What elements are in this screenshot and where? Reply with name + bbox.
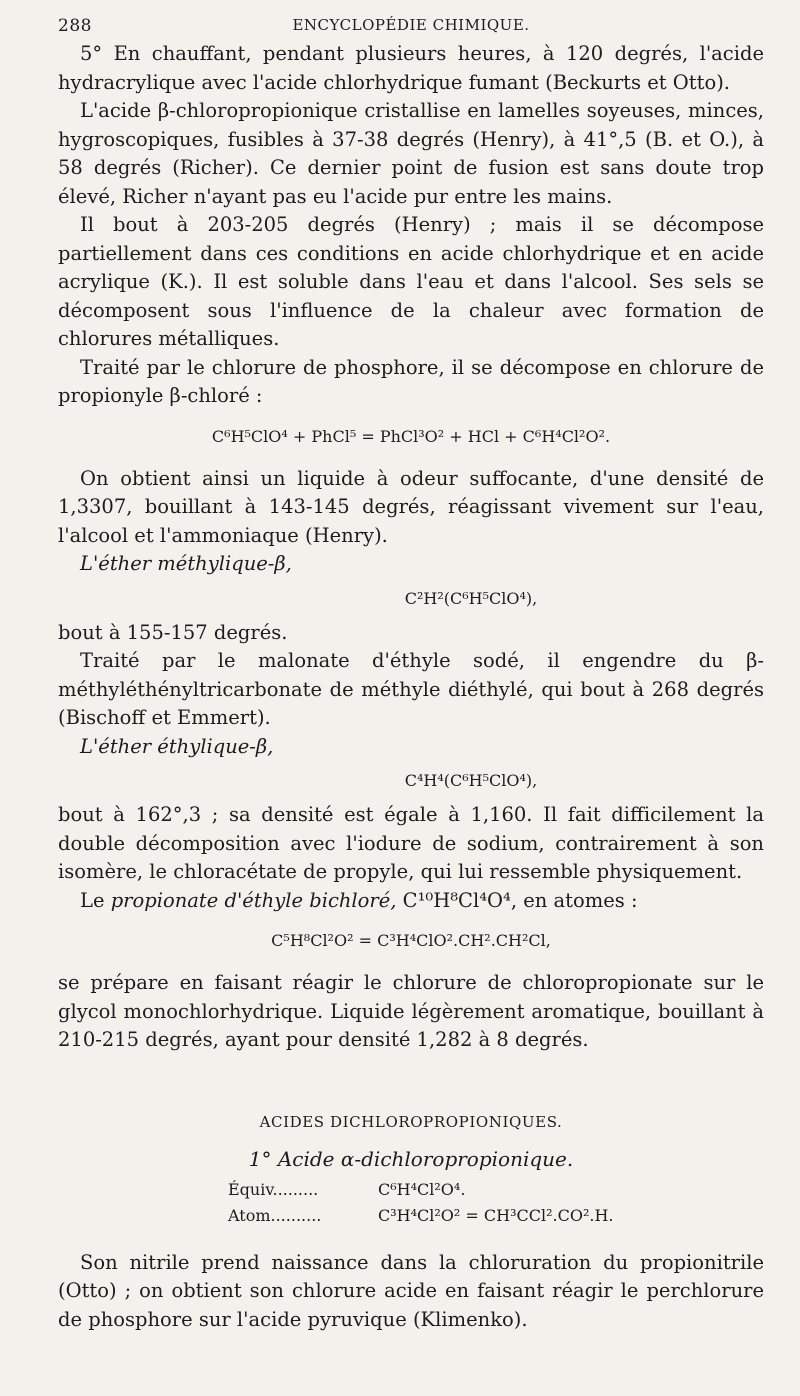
ether-ethylique-label: L'éther éthylique-β,: [80, 734, 274, 758]
paragraph-12: se prépare en faisant réagir le chlorure de chloropropionate sur le glycol monochlorhydrique. Liquide légèrement aromatique, bouillant à 210-215 degrés, ayant pour densité 1,282 à 8 degrés.: [58, 971, 764, 1051]
ether-methylique-label: L'éther méthylique-β,: [80, 552, 292, 575]
page-number: 288: [58, 16, 92, 36]
p11-prefix: Le: [80, 888, 111, 912]
formula-1: C⁶H⁵ClO⁴ + PhCl⁵ = PhCl³O² + HCl + C⁶H⁴Cl²O².: [211, 426, 611, 446]
paragraph-5: On obtient ainsi un liquide à odeur suffocante, d'une densité de 1,3307, bouillant à 143-145 degrés, réagissant vivement sur l'eau, l'alcool et l'ammoniaque (Henry).: [58, 466, 764, 547]
paragraph-3: Il bout à 203-205 degrés (Henry) ; mais il se décompose partiellement dans ces conditions en acide chlorhydrique et en acide acrylique (K.). Il est soluble dans l'eau et dans l'alcool. Ses sels se décomposent sous l'influence de la chaleur avec formation de chlorures métalliques.: [58, 213, 764, 350]
paragraph-1: 5° En chauffant, pendant plusieurs heures, à 120 degrés, l'acide hydracrylique avec l'acide chlorhydrique fumant (Beckurts et Otto).: [58, 42, 764, 94]
equiv-label: Équiv.........: [228, 1179, 319, 1199]
formula-4: C⁵H⁸Cl²O² = C³H⁴ClO².CH².CH²Cl,: [271, 931, 551, 950]
equiv-value: C⁶H⁴Cl²O⁴.: [378, 1179, 466, 1199]
formula-2: C²H²(C⁶H⁵ClO⁴),: [404, 588, 538, 608]
page-header: [58, 12, 764, 40]
running-title: ENCYCLOPÉDIE CHIMIQUE.: [292, 16, 530, 34]
paragraph-13: Son nitrile prend naissance dans la chloruration du propionitrile (Otto) ; on obtient son chlorure acide en faisant réagir le perchlorure de phosphore sur l'acide pyruvique (Klimenko).: [58, 1250, 764, 1331]
formula-3: C⁴H⁴(C⁶H⁵ClO⁴),: [404, 771, 538, 790]
atom-label: Atom..........: [228, 1205, 322, 1225]
paragraph-10: bout à 162°,3 ; sa densité est égale à 1,160. Il fait difficilement la double décomposition avec l'iodure de sodium, contrairement à son isomère, le chloracétate de propyle, qui lui ressemble physiquement.: [58, 803, 764, 883]
paragraph-4: Traité par le chlorure de phosphore, il se décompose en chlorure de propionyle β-chloré :: [58, 355, 764, 407]
paragraph-2: L'acide β-chloropropionique cristallise en lamelles soyeuses, minces, hygroscopiques, fusibles à 37-38 degrés (Henry), à 41°,5 (B. et O.), à 58 degrés (Richer). Ce dernier point de fusion est sans doute trop élevé, Richer n'ayant pas eu l'acide pur entre les mains.: [58, 99, 764, 208]
propionate-label: propionate d'éthyle bichloré,: [110, 888, 397, 912]
atom-row: [58, 1203, 764, 1229]
paragraph-8: Traité par le malonate d'éthyle sodé, il engendre du β-méthyléthényltricarbonate de méthyle diéthylé, qui bout à 268 degrés (Bischoff et Emmert).: [58, 649, 764, 729]
section-title: ACIDES DICHLOROPROPIONIQUES.: [259, 1112, 563, 1131]
p11-suffix: C¹⁰H⁸Cl⁴O⁴, en atomes :: [396, 888, 638, 912]
paragraph-9: [58, 733, 764, 762]
atom-value: C³H⁴Cl²O² = CH³CCl².CO².H.: [378, 1205, 614, 1225]
equiv-row: [58, 1177, 764, 1203]
paragraph-6: [58, 550, 764, 579]
subsection-title: 1° Acide α-dichloropropionique.: [248, 1146, 574, 1171]
paragraph-11: [58, 887, 764, 916]
paragraph-7: bout à 155-157 degrés.: [58, 620, 288, 644]
